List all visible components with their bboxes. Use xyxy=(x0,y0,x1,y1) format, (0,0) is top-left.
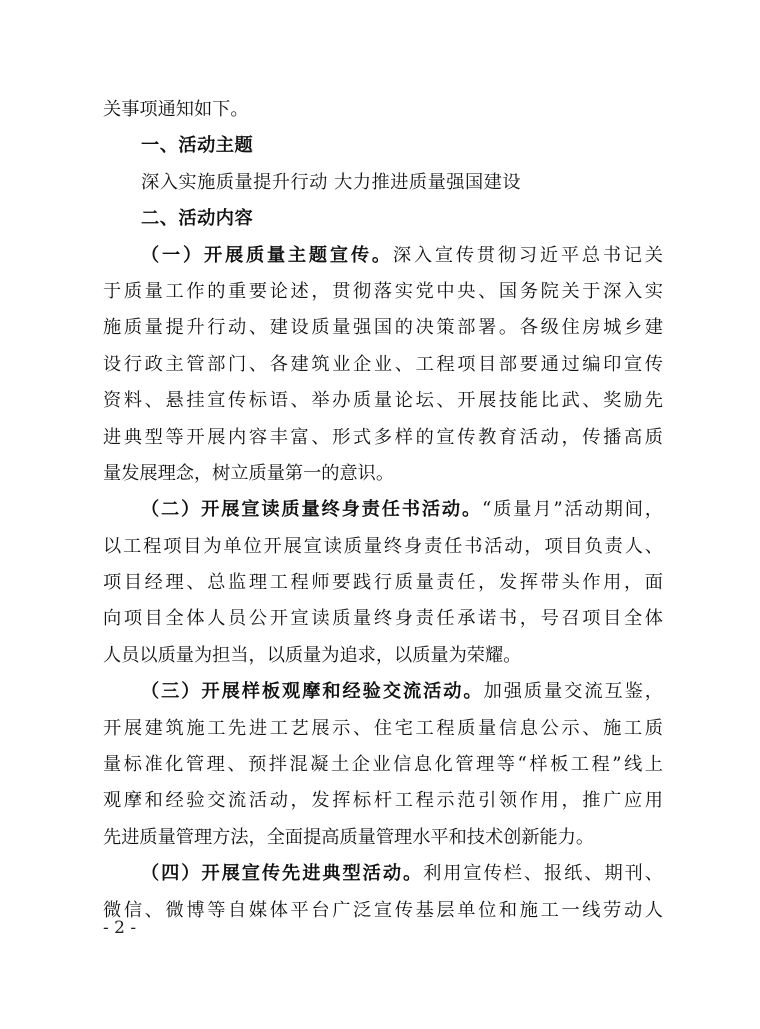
paragraph-line xyxy=(103,492,663,528)
paragraph-line: 量标准化管理、预拌混凝土企业信息化管理等“样板工程”线上 xyxy=(103,754,663,776)
paragraph-line: 进典型等开展内容丰富、形式多样的宣传教育活动，传播高质 xyxy=(103,426,663,448)
paragraph-line xyxy=(103,238,663,274)
paragraph-line: 项目经理、总监理工程师要践行质量责任，发挥带头作用，面 xyxy=(103,572,663,594)
document-body xyxy=(103,92,663,929)
item-title: （四）开展宣传先进典型活动。 xyxy=(141,863,424,885)
paragraph-line: 人员以质量为担当，以质量为追求，以质量为荣耀。 xyxy=(103,644,522,666)
section-heading-theme: 一、活动主题 xyxy=(141,135,254,157)
paragraph-line: 设行政主管部门、各建筑业企业、工程项目部要通过编印宣传 xyxy=(103,353,663,375)
paragraph-line: 资料、悬挂宣传标语、举办质量论坛、开展技能比武、奖励先 xyxy=(103,390,663,412)
paragraph-line: 以工程项目为单位开展宣读质量终身责任书活动，项目负责人、 xyxy=(103,535,663,557)
item-title: （一）开展质量主题宣传。 xyxy=(141,244,393,266)
item-text: 加强质量交流互鉴， xyxy=(483,681,663,703)
item-title: （三）开展样板观摩和经验交流活动。 xyxy=(141,681,484,703)
theme-text: 深入实施质量提升行动 大力推进质量强国建设 xyxy=(141,171,522,193)
item-text: 深入宣传贯彻习近平总书记关 xyxy=(392,244,663,266)
page-number: - 2 - xyxy=(103,918,137,938)
paragraph-line: 施质量提升行动、建设质量强国的决策部署。各级住房城乡建 xyxy=(103,317,663,339)
item-text: 利用宣传栏、报纸、期刊、 xyxy=(423,863,663,885)
paragraph-line: 开展建筑施工先进工艺展示、住宅工程质量信息公示、施工质 xyxy=(103,717,663,739)
paragraph-line xyxy=(103,674,663,710)
paragraph-line: 微信、微博等自媒体平台广泛宣传基层单位和施工一线劳动人 xyxy=(103,899,663,921)
paragraph-line: 量发展理念，树立质量第一的意识。 xyxy=(103,462,395,484)
paragraph-line xyxy=(103,856,663,892)
paragraph-line: 于质量工作的重要论述，贯彻落实党中央、国务院关于深入实 xyxy=(103,280,663,302)
section-heading-content: 二、活动内容 xyxy=(141,208,254,230)
opening-line: 关事项通知如下。 xyxy=(103,99,249,120)
item-text: “质量月”活动期间， xyxy=(482,499,663,521)
item-title: （二）开展宣读质量终身责任书活动。 xyxy=(141,499,483,521)
paragraph-line: 观摩和经验交流活动，发挥标杆工程示范引领作用，推广应用 xyxy=(103,790,663,812)
paragraph-line: 向项目全体人员公开宣读质量终身责任承诺书，号召项目全体 xyxy=(103,608,663,630)
paragraph-line: 先进质量管理方法，全面提高质量管理水平和技术创新能力。 xyxy=(103,826,595,848)
